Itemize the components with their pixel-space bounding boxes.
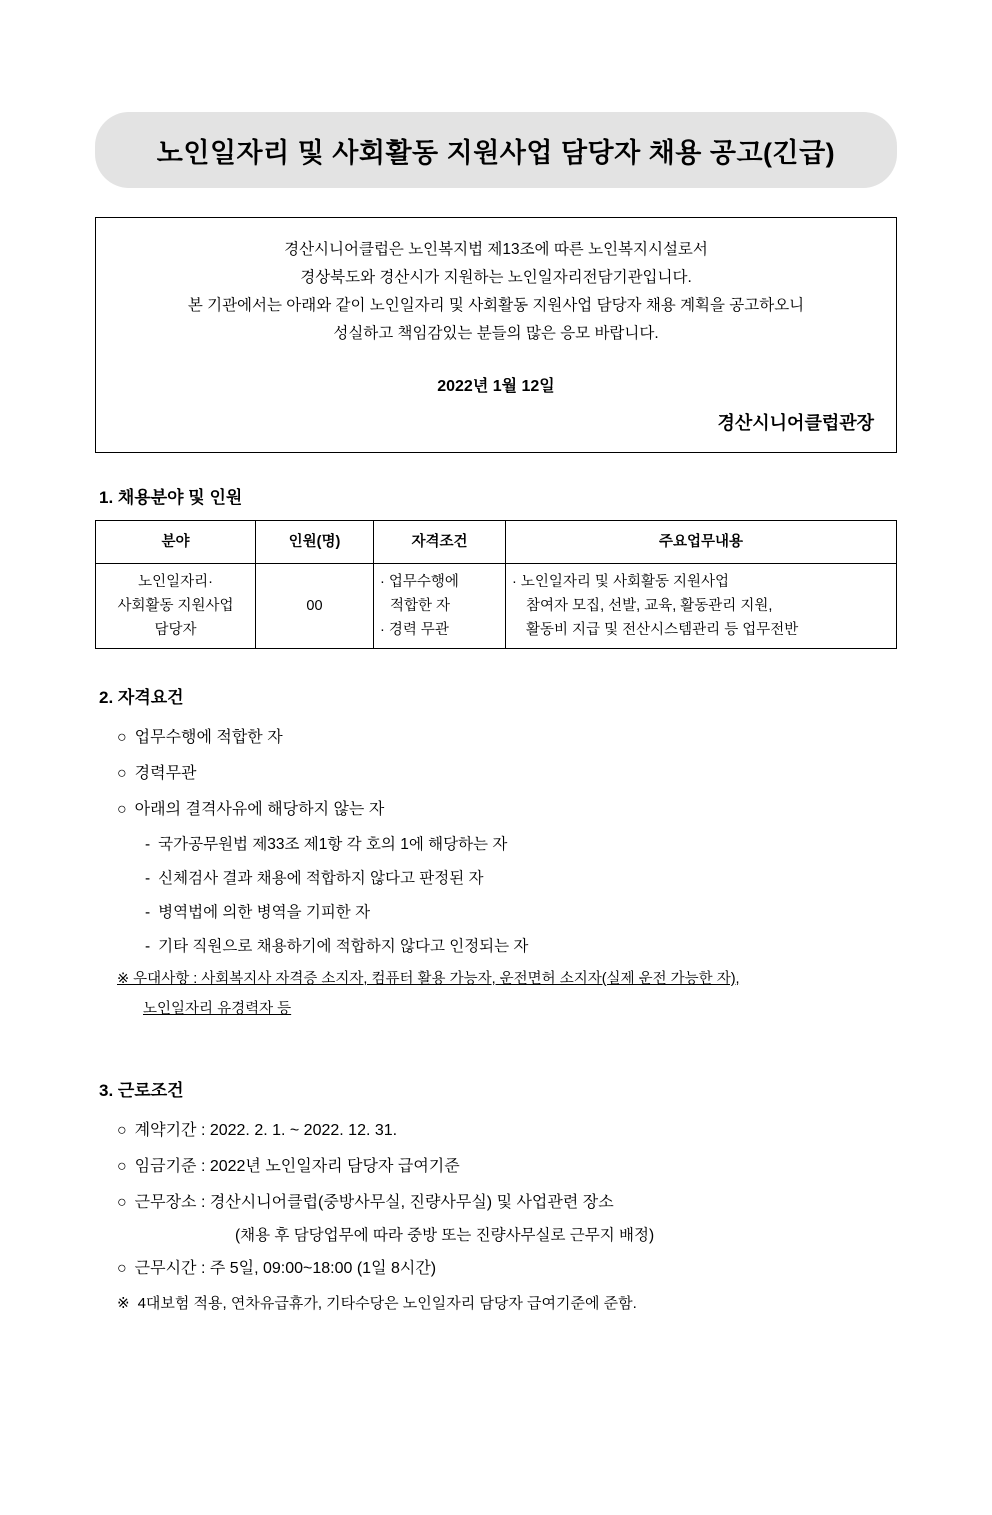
table-cell-duties xyxy=(506,564,897,649)
duty-line-3: 활동비 지급 및 전산시스템관리 등 업무전반 xyxy=(526,622,799,638)
list-item-label: 병역법에 의한 병역을 기피한 자 xyxy=(158,904,371,921)
document-page xyxy=(0,112,992,1515)
list-item-label: 임금기준 : 2022년 노인일자리 담당자 급여기준 xyxy=(134,1158,460,1175)
preference-note-line-1: ※ 우대사항 : 사회복지사 자격증 소지자, 컴퓨터 활용 가능자, 운전면허 소지자(실제 운전 가능한 자), xyxy=(117,971,740,987)
list-item-label: 신체검사 결과 채용에 적합하지 않다고 판정된 자 xyxy=(158,870,484,887)
dash-bullet-icon: - xyxy=(145,938,151,955)
circle-bullet-icon: ○ xyxy=(117,1194,127,1211)
list-item-label: 업무수행에 적합한 자 xyxy=(134,729,283,746)
list-item xyxy=(95,930,897,964)
section-spacer xyxy=(95,1024,897,1046)
page-title: 노인일자리 및 사회활동 지원사업 담당자 채용 공고(긴급) xyxy=(156,137,836,168)
section-1-heading: 1. 채용분야 및 인원 xyxy=(99,488,243,507)
qualification-list xyxy=(95,720,897,964)
intro-line-2: 경상북도와 경산시가 지원하는 노인일자리전담기관입니다. xyxy=(300,269,692,286)
table-header-duties: 주요업무내용 xyxy=(506,521,897,564)
table-header-count: 인원(명) xyxy=(256,521,374,564)
recruitment-table xyxy=(95,520,897,649)
field-line-2: 사회활동 지원사업 xyxy=(117,598,234,614)
qualification-line-2: 적합한 자 xyxy=(390,598,451,614)
field-line-1: 노인일자리· xyxy=(138,574,213,590)
field-line-3: 담당자 xyxy=(154,622,197,638)
list-item xyxy=(95,1113,897,1149)
benefits-note-label: 4대보험 적용, 연차유급휴가, 기타수당은 노인일자리 담당자 급여기준에 준함. xyxy=(137,1295,637,1312)
list-item xyxy=(95,1149,897,1185)
list-item-label: 국가공무원법 제33조 제1항 각 호의 1에 해당하는 자 xyxy=(158,836,508,853)
qualification-line-3: · 경력 무관 xyxy=(380,622,449,638)
preference-note-line-2: 노인일자리 유경력자 등 xyxy=(143,1001,292,1017)
reference-mark-icon: ※ xyxy=(117,1295,130,1312)
circle-bullet-icon: ○ xyxy=(117,1158,127,1175)
list-item xyxy=(95,720,897,756)
section-3-heading: 3. 근로조건 xyxy=(99,1081,184,1100)
work-location-sub-note: (채용 후 담당업무에 따라 중방 또는 진량사무실로 근무지 배정) xyxy=(235,1227,655,1244)
benefits-note xyxy=(95,1287,897,1321)
list-item xyxy=(95,792,897,828)
circle-bullet-icon: ○ xyxy=(117,765,127,782)
list-item-label: 아래의 결격사유에 해당하지 않는 자 xyxy=(134,801,385,818)
list-item xyxy=(95,1251,897,1287)
duty-line-2: 참여자 모집, 선발, 교육, 활동관리 지원, xyxy=(526,598,773,614)
list-item-label: 근무장소 : 경산시니어클럽(중방사무실, 진량사무실) 및 사업관련 장소 xyxy=(134,1194,614,1211)
table-cell-count: 00 xyxy=(256,564,374,649)
intro-line-3: 본 기관에서는 아래와 같이 노인일자리 및 사회활동 지원사업 담당자 채용 계획을 공고하오니 xyxy=(187,297,805,314)
dash-bullet-icon: - xyxy=(145,904,151,921)
table-cell-qualification xyxy=(374,564,506,649)
list-item xyxy=(95,862,897,896)
table-header-row xyxy=(96,521,897,564)
circle-bullet-icon: ○ xyxy=(117,1260,127,1277)
list-item-label: 경력무관 xyxy=(134,765,197,782)
dash-bullet-icon: - xyxy=(145,836,151,853)
announcement-date: 2022년 1월 12일 xyxy=(437,378,555,395)
list-item-label: 기타 직원으로 채용하기에 적합하지 않다고 인정되는 자 xyxy=(158,938,529,955)
table-cell-field xyxy=(96,564,256,649)
qualification-line-1: · 업무수행에 xyxy=(380,574,459,590)
table-row xyxy=(96,564,897,649)
circle-bullet-icon: ○ xyxy=(117,729,127,746)
section-2-heading: 2. 자격요건 xyxy=(99,688,184,707)
circle-bullet-icon: ○ xyxy=(117,1122,127,1139)
circle-bullet-icon: ○ xyxy=(117,801,127,818)
issuing-organization: 경산시니어클럽관장 xyxy=(717,413,874,433)
dash-bullet-icon: - xyxy=(145,870,151,887)
table-header-field: 분야 xyxy=(96,521,256,564)
list-item xyxy=(95,896,897,930)
duty-line-1: · 노인일자리 및 사회활동 지원사업 xyxy=(512,574,730,590)
intro-line-1: 경산시니어클럽은 노인복지법 제13조에 따른 노인복지시설로서 xyxy=(284,241,708,258)
list-item xyxy=(95,756,897,792)
list-item-label: 계약기간 : 2022. 2. 1. ~ 2022. 12. 31. xyxy=(134,1122,398,1139)
list-item-label: 근무시간 : 주 5일, 09:00~18:00 (1일 8시간) xyxy=(134,1260,437,1277)
intro-line-4: 성실하고 책임감있는 분들의 많은 응모 바랍니다. xyxy=(333,325,659,342)
document-title-banner xyxy=(95,112,897,188)
working-conditions-list xyxy=(95,1113,897,1321)
intro-box xyxy=(95,217,897,453)
list-item xyxy=(95,828,897,862)
table-header-qualification: 자격조건 xyxy=(374,521,506,564)
list-item xyxy=(95,1185,897,1221)
